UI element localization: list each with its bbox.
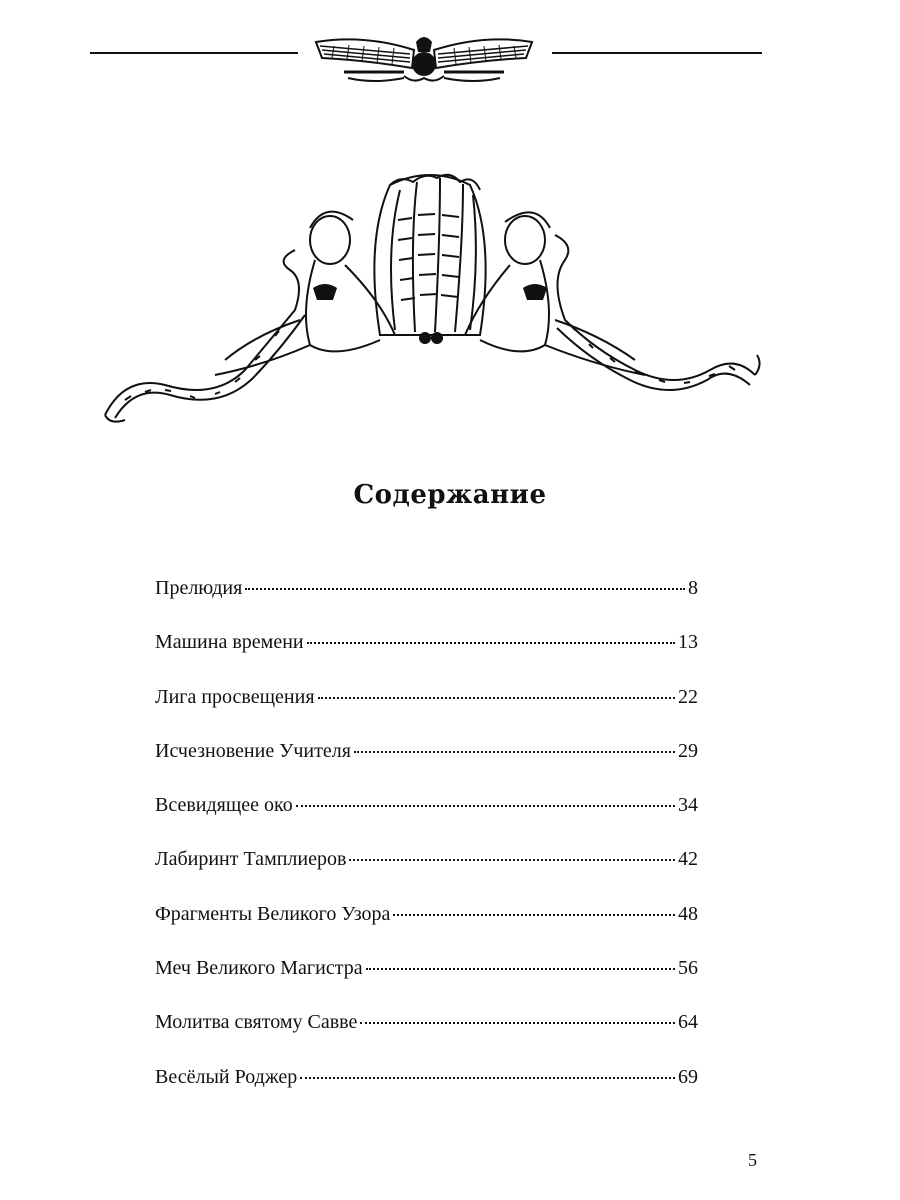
page-number: 5 (748, 1150, 757, 1170)
toc-entry-label: Прелюдия (155, 577, 243, 599)
toc-entry-label: Молитва святому Савве (155, 1011, 358, 1034)
winged-sun-disc-icon (304, 20, 544, 90)
table-of-contents (155, 577, 698, 1120)
toc-entry[interactable] (155, 903, 698, 957)
toc-entry-page: 42 (678, 848, 698, 871)
toc-entry-label: Машина времени (155, 631, 304, 654)
dot-leader (300, 1077, 675, 1079)
toc-entry-label: Лабиринт Тамплиеров (155, 848, 347, 871)
toc-entry-page: 56 (678, 957, 698, 980)
toc-entry-label: Исчезновение Учителя (155, 739, 351, 762)
two-figures-with-serpents-and-shell-icon (95, 160, 765, 435)
dot-leader (360, 1022, 675, 1024)
toc-entry-page: 48 (678, 902, 698, 925)
toc-entry-label: Меч Великого Магистра (155, 957, 363, 980)
dot-leader (354, 751, 675, 753)
dot-leader (393, 914, 675, 916)
dot-leader (245, 588, 685, 590)
toc-entry[interactable] (155, 957, 698, 1011)
dot-leader (307, 642, 675, 644)
toc-entry-page: 69 (678, 1065, 698, 1088)
header-rule-left (90, 52, 298, 54)
toc-title: Содержание (353, 480, 547, 510)
toc-entry-page: 34 (678, 794, 698, 817)
dot-leader (296, 805, 675, 807)
toc-entry-page: 13 (678, 631, 698, 654)
toc-entry[interactable] (155, 577, 698, 631)
toc-entry[interactable] (155, 848, 698, 902)
dot-leader (349, 859, 675, 861)
toc-entry[interactable] (155, 686, 698, 740)
toc-entry-page: 64 (678, 1011, 698, 1034)
toc-entry-page: 8 (688, 577, 698, 599)
header-rule-right (552, 52, 762, 54)
toc-entry[interactable] (155, 740, 698, 794)
toc-entry[interactable] (155, 1066, 698, 1120)
dot-leader (366, 968, 675, 970)
toc-entry[interactable] (155, 1011, 698, 1065)
toc-entry[interactable] (155, 794, 698, 848)
toc-entry-label: Лига просвещения (155, 685, 315, 708)
toc-entry-page: 22 (678, 685, 698, 708)
toc-entry-label: Весёлый Роджер (155, 1065, 298, 1088)
toc-entry-label: Фрагменты Великого Узора (155, 902, 391, 925)
toc-entry[interactable] (155, 631, 698, 685)
dot-leader (318, 697, 675, 699)
toc-entry-page: 29 (678, 739, 698, 762)
toc-entry-label: Всевидящее око (155, 794, 293, 817)
